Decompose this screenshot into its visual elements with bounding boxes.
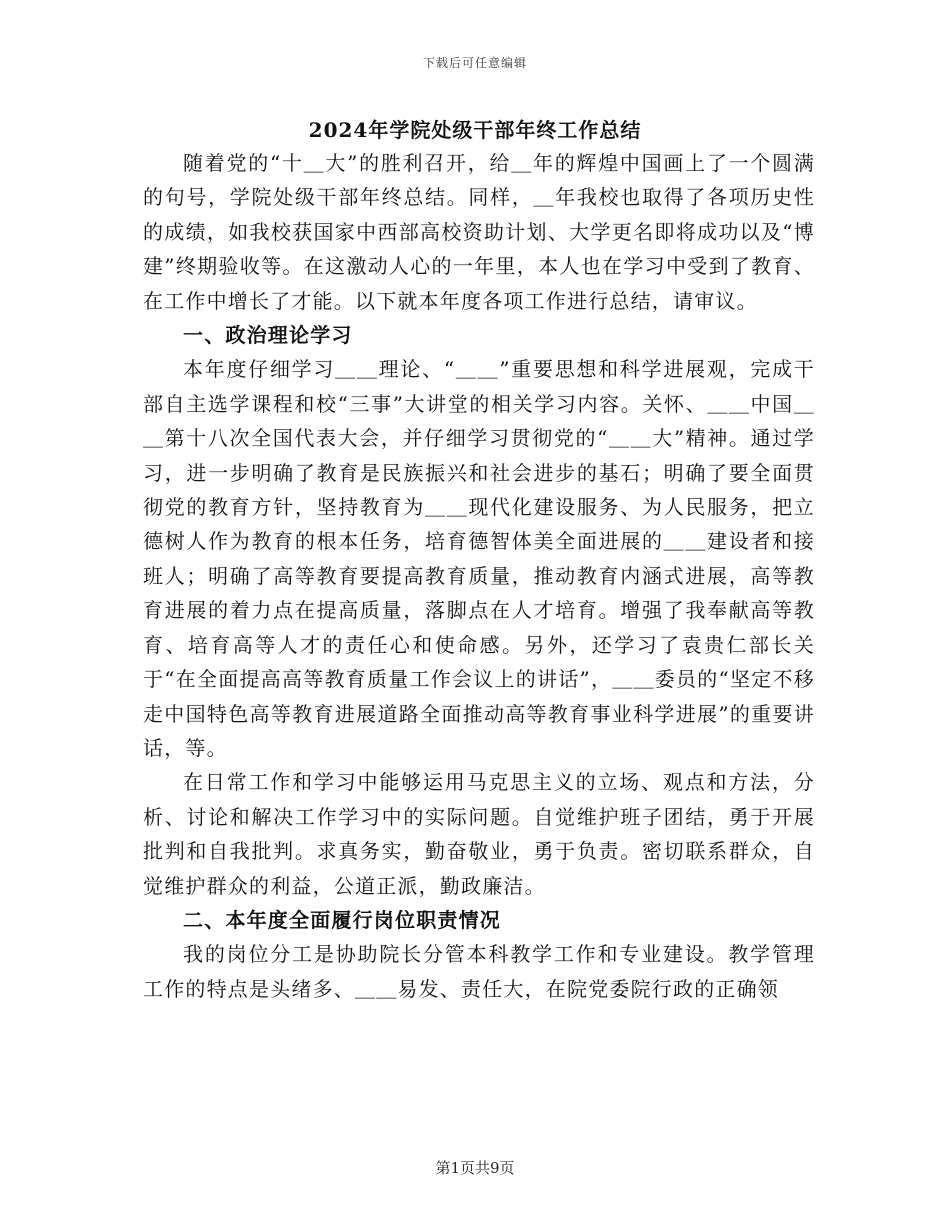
page-footer: 第1页共9页 bbox=[435, 1159, 515, 1177]
paragraph-daily-work: 在日常工作和学习中能够运用马克思主义的立场、观点和方法，分析、讨论和解决工作学习中的实际问题。自觉维护班子团结，勇于开展批判和自我批判。求真务实，勤奋敬业，勇于负责。密切联系群众，自觉维护群众的利益，公道正派，勤政廉洁。 bbox=[143, 770, 815, 898]
header-note: 下载后可任意编辑 bbox=[422, 56, 527, 70]
document-title: 2024年学院处级干部年终工作总结 bbox=[308, 118, 642, 142]
section-heading-2: 二、本年度全面履行岗位职责情况 bbox=[183, 907, 501, 932]
document-body bbox=[143, 146, 815, 1006]
paragraph-duties: 我的岗位分工是协助院长分管本科教学工作和专业建设。教学管理工作的特点是头绪多、＿＿易发、责任大，在院党委院行政的正确领 bbox=[143, 942, 815, 1001]
paragraph-theory-study: 本年度仔细学习＿＿理论、“＿＿”重要思想和科学进展观，完成干部自主选学课程和校“三事”大讲堂的相关学习内容。关怀、＿＿中国＿＿第十八次全国代表大会，并仔细学习贯彻党的“＿＿大”精神。通过学习，进一步明确了教育是民族振兴和社会进步的基石；明确了要全面贯彻党的教育方针，坚持教育为＿＿现代化建设服务、为人民服务，把立德树人作为教育的根本任务，培育德智体美全面进展的＿＿建设者和接班人；明确了高等教育要提高教育质量，推动教育内涵式进展，高等教育进展的着力点在提高质量，落脚点在人才培育。增强了我奉献高等教育、培育高等人才的责任心和使命感。另外，还学习了袁贵仁部长关于“在全面提高高等教育质量工作会议上的讲话”，＿＿委员的“坚定不移走中国特色高等教育进展道路全面推动高等教育事业科学进展”的重要讲话，等。 bbox=[143, 357, 815, 760]
section-heading-1: 一、政治理论学习 bbox=[183, 323, 353, 348]
paragraph-intro: 随着党的“十＿大”的胜利召开，给＿年的辉煌中国画上了一个圆满的句号，学院处级干部年终总结。同样，＿年我校也取得了各项历史性的成绩，如我校获国家中西部高校资助计划、大学更名即将成功以及“博建”终期验收等。在这激动人心的一年里，本人也在学习中受到了教育、在工作中增长了才能。以下就本年度各项工作进行总结，请审议。 bbox=[143, 151, 815, 313]
